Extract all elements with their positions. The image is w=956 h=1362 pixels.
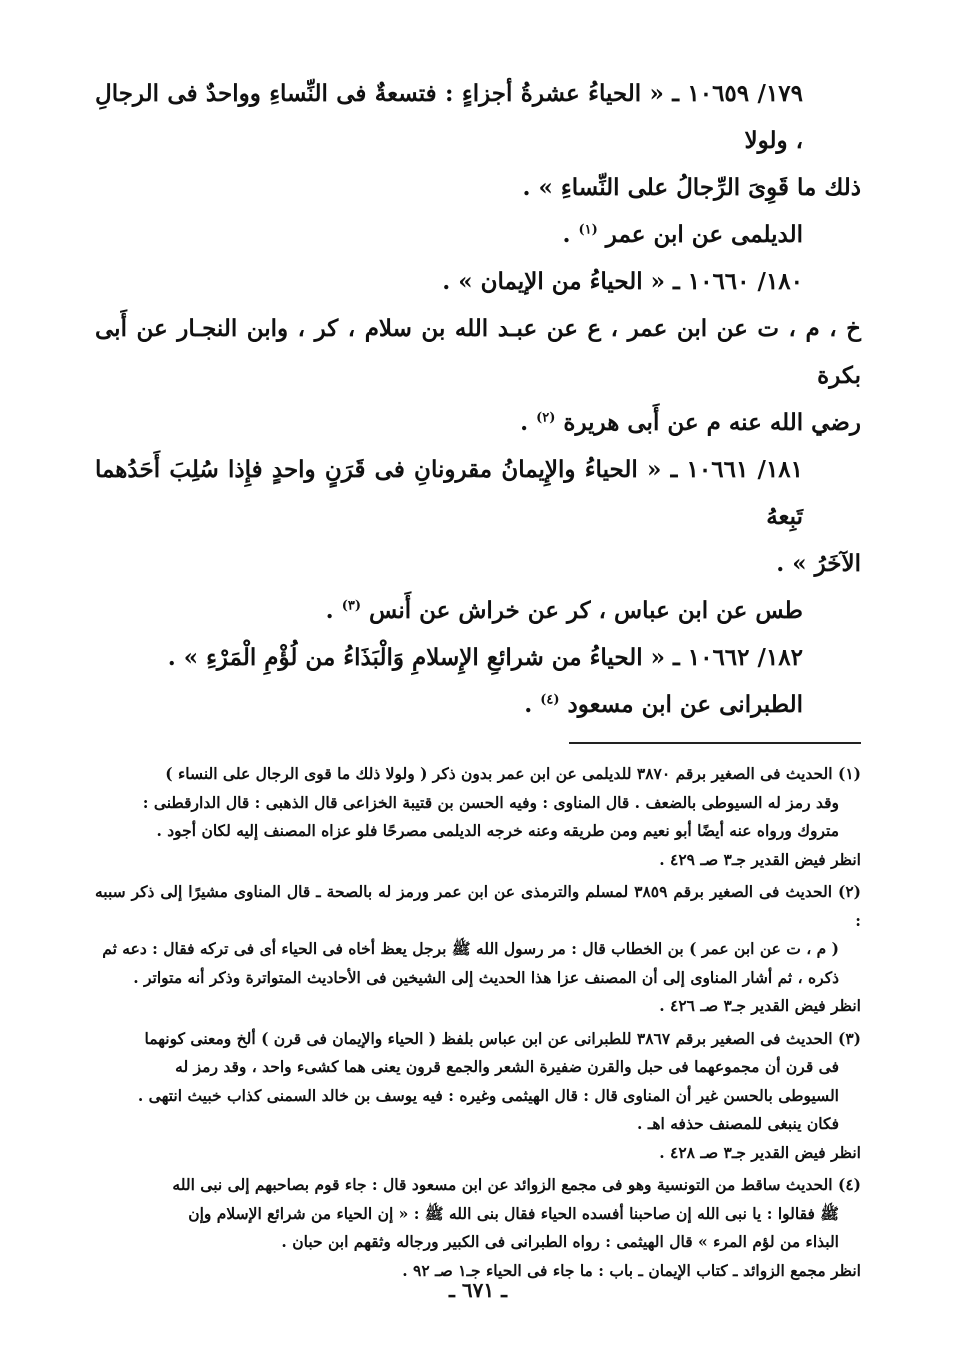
footnote-4 [95, 1171, 861, 1285]
footnote-marker: (٢) [536, 410, 556, 426]
hadith-179-line1: ١٧٩/ ١٠٦٥٩ ـ « الحياءُ عشرةُ أجزاءٍ : فتسعةٌ فى النِّساءِ وواحدٌ فى الرجالِ ، ولولا [95, 80, 803, 154]
footnote-reference: انظر مجمع الزوائد ـ كتاب الإيمان ـ باب : ما جاء فى الحياء جـ١ صـ ٩٢ . [402, 1260, 861, 1280]
footnote-line: (٤) الحديث ساقط من التونسية وهو فى مجمع الزوائد عن ابن مسعود قال : جاء قوم بصاحبهم إلى نبى الله [172, 1175, 861, 1194]
footnotes [95, 760, 861, 1285]
footnote-line: (٣) الحديث فى الصغير برقم ٣٨٦٧ للطبرانى عن ابن عباس بلفظ ( الحياء والإيمان فى قرن ) ألخ ومعنى كونهما [144, 1028, 861, 1048]
footnote-line: ﷺ فقالوا : يا نبى الله إن صاحبنا أفسده الحياء فقال بنى الله ﷺ : « إن الحياء من شرائع الإسلام وإن [188, 1203, 839, 1223]
source-text: رضي الله عنه م عن أَبى هريرة [563, 409, 861, 436]
footnote-2 [95, 878, 861, 1021]
hadith-179-line2: ذلك ما قَوِىَ الرِّجالُ على النِّساءِ » . [522, 174, 861, 201]
footnote-reference: انظر فيض القدير جـ٣ صـ ٤٢٩ . [659, 849, 861, 869]
hadith-182-line1: ١٨٢/ ١٠٦٦٢ ـ « الحياءُ من شرائعِ الإِسلامِ وَالْبَذَاءُ من لُؤْمِ الْمَرْءِ » . [167, 644, 803, 671]
footnote-reference: انظر فيض القدير جـ٣ صـ ٤٢٨ . [659, 1142, 861, 1162]
main-text [95, 70, 861, 728]
hadith-179-source: الديلمى عن ابن عمر $^{(١)}$ . [562, 221, 803, 248]
document-page [95, 70, 861, 1342]
hadith-181-source: طس عن ابن عباس ، كر عن خراش عن أَنس $^{(٣)}$ . [325, 597, 803, 624]
footnote-line: ذكره ، ثم أشار المناوى إلى أن المصنف عزا هذا الحديث إلى الشيخين فى الأحاديث المتواترة وذكر أنه متواتر . [133, 967, 839, 987]
hadith-181-line2: الآخَرُ » . [776, 550, 861, 577]
hadith-181-line1: ١٨١/ ١٠٦٦١ ـ « الحياءُ والإِيمانُ مقرونانِ فى قَرَنٍ واحدٍ فإِذا سُلِبَ أَحَدُهما تَبِعهُ [95, 456, 803, 530]
source-text: الديلمى عن ابن عمر [605, 221, 803, 248]
footnote-line: وقد رمز له السيوطى بالضعف . قال المناوى : وفيه الحسن بن قتيبة الخزاعى قال الذهبى : قال الدارقطنى : [142, 792, 839, 812]
footnote-marker: (٣) [341, 598, 361, 614]
footnote-line: متروك ورواه عنه أيضًا أبو نعيم ومن طريقه وعنه خرجه الديلمى مصرحًا فلو عزاه المصنف إليه لكان أجود . [156, 821, 839, 840]
footnote-marker: (٤) [540, 692, 560, 708]
hadith-180-source-line1: خ ، م ، ت عن ابن عمر ، ع عن عبـد الله بن سلام ، كر ، وابن النجـار عن أَبى بكرة [95, 315, 861, 389]
hadith-180-source-line2: رضي الله عنه م عن أَبى هريرة $^{(٢)}$ . [520, 409, 861, 436]
footnote-1 [95, 760, 861, 874]
footnote-divider [569, 742, 861, 744]
footnote-line: (١) الحديث فى الصغير برقم ٣٨٧٠ للديلمى عن ابن عمر بدون ذكر ( ولولا ذلك ما قوى الرجال على النساء ) [165, 764, 861, 783]
footnote-reference: انظر فيض القدير جـ٣ صـ ٤٢٦ . [659, 996, 861, 1015]
footnote-marker: (١) [578, 222, 598, 238]
footnote-line: البذاء من لؤم المرء » قال الهيثمى : رواه الطبرانى فى الكبير ورجاله وثقهم ابن حبان . [281, 1232, 839, 1251]
footnote-line: السيوطى بالحسن غير أن المناوى قال : قال الهيثمى وغيره : فيه يوسف بن خالد السمنى كذاب خبيث انتهى . [137, 1085, 839, 1105]
hadith-182-source: الطبرانى عن ابن مسعود $^{(٤)}$ . [524, 691, 803, 718]
hadith-180-line1: ١٨٠/ ١٠٦٦٠ ـ « الحياءُ من الإيمان » . [442, 268, 803, 295]
footnote-3 [95, 1025, 861, 1168]
footnote-line: ( م ، ت عن ابن عمر ) بن الخطاب قال : مر رسول الله ﷺ برجل يعظ أخاه فى الحياء أى فى تركه فقال : دعه ثم [102, 939, 839, 958]
footnote-line: فكان ينبغى للمصنف حذفه اهـ . [637, 1114, 839, 1133]
page-number: ـ ٦٧١ ـ [449, 1278, 507, 1302]
source-text: طس عن ابن عباس ، كر عن خراش عن أَنس [369, 597, 803, 624]
source-text: الطبرانى عن ابن مسعود [567, 691, 803, 718]
footnote-line: فى قرن أن مجموعهما فى حبل والقرن ضفيرة الشعر والجمع قرون يعنى هما كشىء واحد ، وقد رمز له [175, 1057, 839, 1076]
footnote-line: (٢) الحديث فى الصغير برقم ٣٨٥٩ لمسلم والترمذى عن ابن عمر ورمز له بالصحة ـ قال المناوى مشيرًا إلى ذكر سببه : [95, 882, 861, 930]
